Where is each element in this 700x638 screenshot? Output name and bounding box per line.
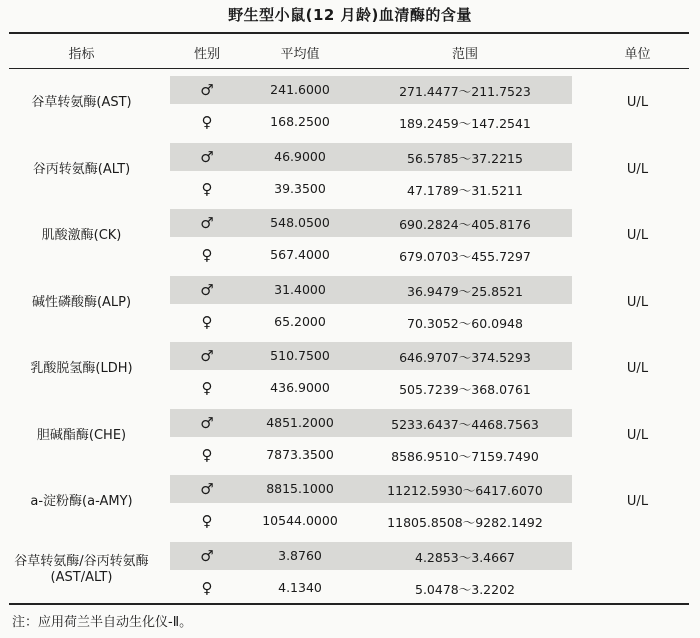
table-row: [0, 204, 700, 270]
range-female: 505.7239～368.0761: [399, 382, 531, 397]
sex-male: ♂: [200, 347, 214, 365]
table-note: 注：应用荷兰半自动生化仪-Ⅱ。: [12, 615, 193, 630]
range-male: 5233.6437～4468.7563: [391, 416, 539, 432]
mean-female: 168.2500: [270, 114, 330, 129]
sex-female: ♀: [201, 312, 213, 331]
sex-male: ♂: [200, 480, 214, 498]
table-row: [0, 404, 700, 470]
mean-female: 4.1340: [278, 579, 322, 595]
mean-male: 548.0500: [270, 215, 330, 230]
mean-male: 31.4000: [274, 281, 326, 297]
indicator-name: 谷丙转氨酶(ALT): [32, 161, 131, 177]
range-male: 4.2853～3.4667: [415, 549, 515, 565]
range-male: 690.2824～405.8176: [399, 217, 531, 232]
range-female: 8586.9510～7159.7490: [391, 448, 539, 464]
mean-female: 39.3500: [274, 180, 326, 196]
unit: U/L: [626, 427, 649, 443]
range-male: 56.5785～37.2215: [407, 150, 523, 166]
indicator-name: 胆碱酯酶(CHE): [36, 427, 127, 443]
sex-male: ♂: [200, 546, 214, 565]
sex-female: ♀: [201, 445, 213, 464]
sex-male: ♂: [200, 81, 214, 99]
table-row: [0, 537, 700, 603]
unit: U/L: [626, 361, 649, 376]
indicator-name: 谷草转氨酶(AST): [31, 95, 132, 110]
table-row: [0, 470, 700, 536]
indicator-name: 乳酸脱氢酶(LDH): [30, 361, 133, 376]
header-mean: 平均值: [280, 47, 320, 62]
indicator-name: a-淀粉酶(a-AMY): [30, 494, 133, 509]
mean-female: 65.2000: [274, 313, 326, 329]
sex-female: ♀: [201, 246, 213, 264]
table-row: [0, 271, 700, 337]
range-female: 679.0703～455.7297: [399, 249, 531, 264]
sex-male: ♂: [200, 147, 214, 166]
header-sex: 性别: [193, 47, 220, 62]
table-row: [0, 138, 700, 204]
sex-female: ♀: [201, 512, 213, 530]
range-female: 11805.8508～9282.1492: [387, 515, 543, 530]
range-male: 11212.5930～6417.6070: [387, 483, 543, 498]
mean-male: 4851.2000: [266, 414, 334, 430]
sex-female: ♀: [201, 113, 213, 131]
header-unit: 单位: [624, 47, 651, 62]
header-range: 范围: [451, 47, 478, 62]
unit: U/L: [626, 95, 649, 110]
sex-female: ♀: [201, 379, 213, 397]
mean-male: 3.8760: [278, 547, 322, 563]
indicator-name: 谷草转氨酶/谷丙转氨酶 (AST/ALT): [14, 553, 149, 585]
unit: U/L: [626, 228, 649, 243]
sex-female: ♀: [201, 578, 213, 597]
mean-male: 241.6000: [270, 82, 330, 97]
mean-male: 46.9000: [274, 148, 326, 164]
bottom-rule: [9, 603, 689, 605]
sex-male: ♂: [200, 413, 214, 432]
range-female: 47.1789～31.5211: [407, 182, 523, 198]
range-female: 70.3052～60.0948: [407, 315, 523, 331]
unit: U/L: [626, 161, 649, 177]
mean-female: 7873.3500: [266, 446, 334, 462]
header-rule: [9, 68, 689, 69]
range-male: 646.9707～374.5293: [399, 350, 531, 365]
range-male: 36.9479～25.8521: [407, 283, 523, 299]
sex-male: ♂: [200, 214, 214, 232]
top-rule: [9, 32, 689, 34]
indicator-name: 碱性磷酸酶(ALP): [31, 294, 132, 310]
range-male: 271.4477～211.7523: [399, 84, 531, 99]
header-indicator: 指标: [68, 47, 95, 62]
unit: U/L: [626, 494, 649, 509]
mean-male: 510.7500: [270, 348, 330, 363]
mean-female: 567.4000: [270, 247, 330, 262]
range-female: 189.2459～147.2541: [399, 116, 531, 131]
unit: U/L: [626, 294, 649, 310]
table-title: 野生型小鼠(12 月龄)血清酶的含量: [228, 6, 472, 24]
table-row: [0, 337, 700, 403]
table-row: [0, 71, 700, 137]
sex-male: ♂: [200, 280, 214, 299]
indicator-name: 肌酸激酶(CK): [41, 228, 122, 243]
range-female: 5.0478～3.2202: [415, 581, 515, 597]
mean-female: 436.9000: [270, 380, 330, 395]
mean-female: 10544.0000: [262, 513, 338, 528]
sex-female: ♀: [201, 179, 213, 198]
mean-male: 8815.1000: [266, 481, 334, 496]
